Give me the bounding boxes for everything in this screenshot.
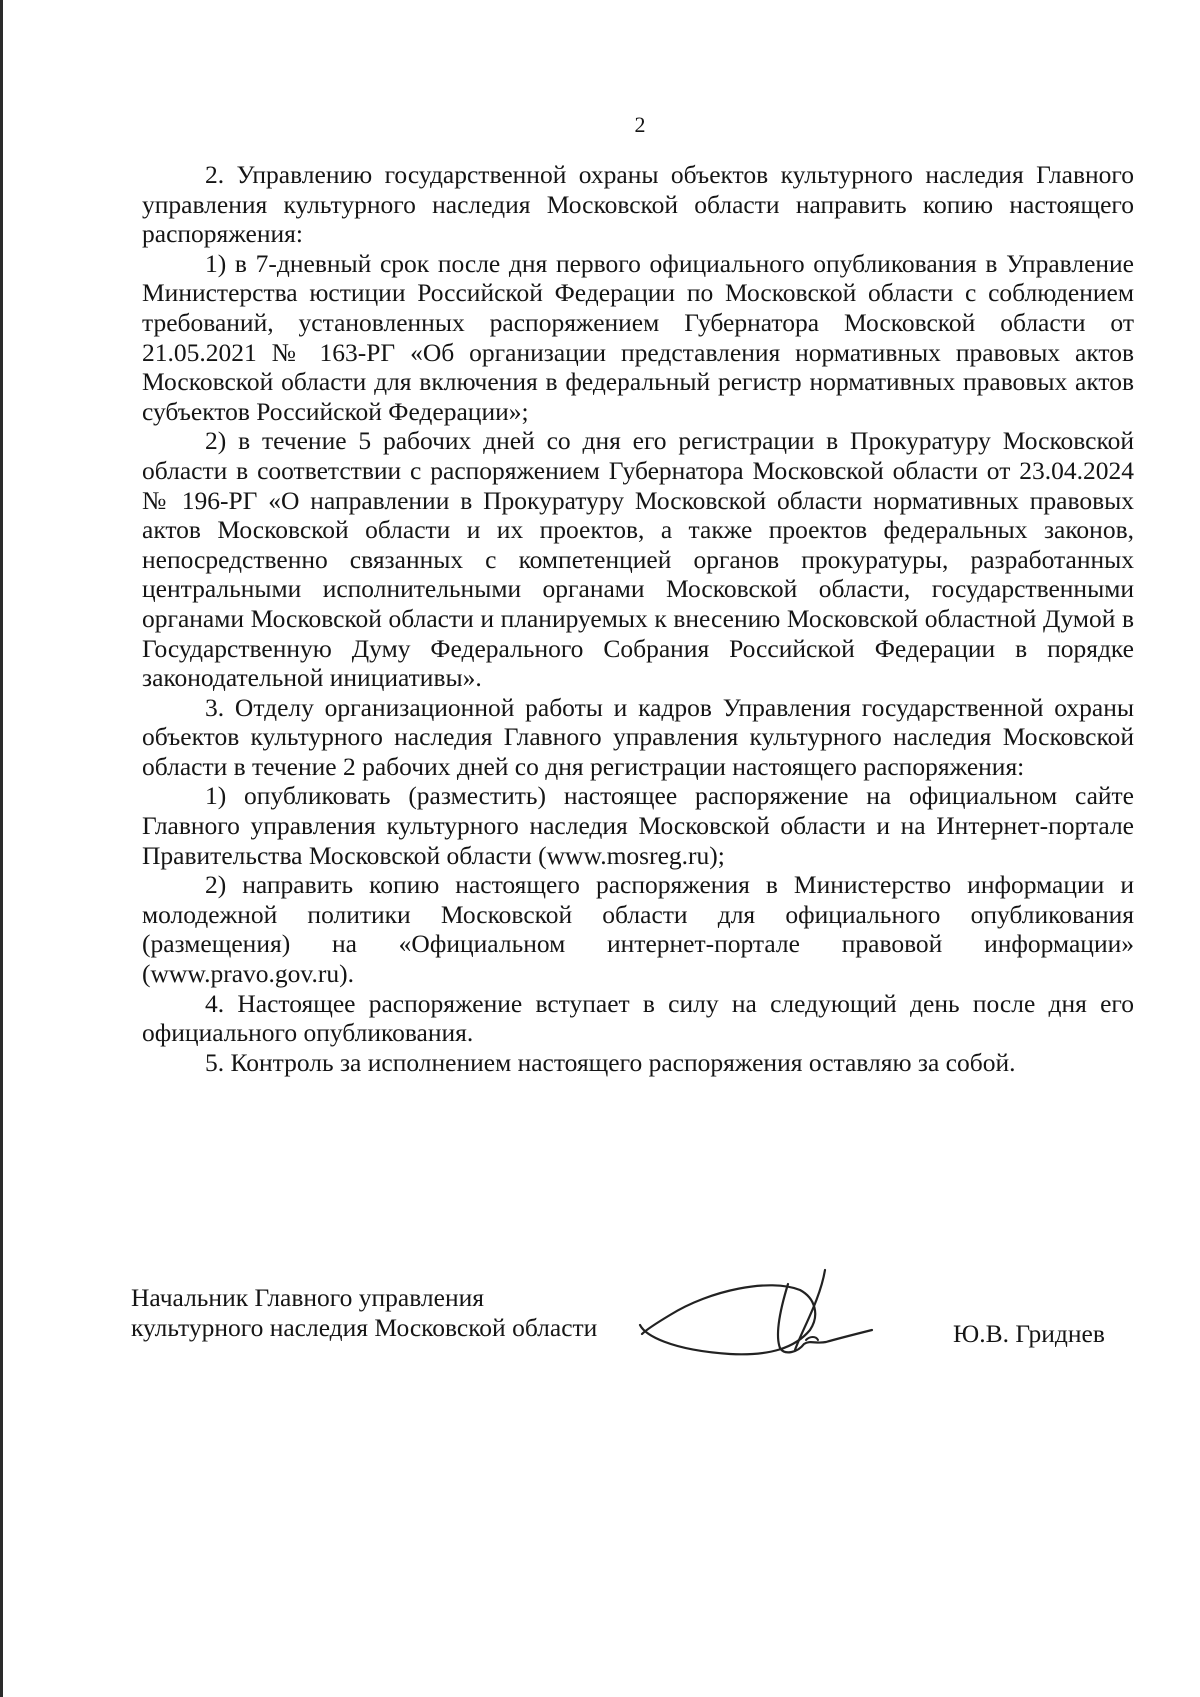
paragraph-5: 5. Контроль за исполнением настоящего распоряжения оставляю за собой. [205,1047,1016,1077]
paragraph-3: 3. Отделу организационной работы и кадров Управления государственной охраны объектов культурного наследия Главного управления культурного наследия Московской области в течение 2 рабочих дней со дня регистрации настоящего распоряжения: [142,692,1134,781]
paragraph-2: 2. Управлению государственной охраны объектов культурного наследия Главного управления культурного наследия Московской области направить копию настоящего распоряжения: [142,160,1134,249]
paragraph-4: 4. Настоящее распоряжение вступает в силу на следующий день после дня его официального опубликования. [142,988,1134,1048]
handwritten-signature [620,1260,920,1410]
paragraph-2-item-2: 2) в течение 5 рабочих дней со дня его регистрации в Прокуратуру Московской области в соответствии с распоряжением Губернатора Московской области от 23.04.2024 № 196-РГ «О направлении в Прокуратуру Московской области нормативных правовых актов Московской области и их проектов, а также проектов федеральных законов, непосредственно связанных с компетенцией органов прокуратуры, разработанных центральными исполнительными органами Московской области, государственными органами Московской области и планируемых к внесению Московской областной Думой в Государственную Думу Федерального Собрания Российской Федерации в порядке законодательной инициативы». [142,426,1134,693]
signatory-title-line-2: культурного наследия Московской области [131,1313,598,1342]
paragraph-3-item-2: 2) направить копию настоящего распоряжения в Министерство информации и молодежной политики Московской области для официального опубликования (размещения) на «Официальном интернет-портале правовой информации» (www.pravo.gov.ru). [142,870,1134,989]
signatory-title-line-1: Начальник Главного управления [131,1283,484,1312]
paragraph-3-item-1: 1) опубликовать (разместить) настоящее распоряжение на официальном сайте Главного управления культурного наследия Московской области и на Интернет-портале Правительства Московской области (www.mosreg.ru); [142,781,1134,870]
document-body [142,160,1134,1077]
page-number: 2 [634,112,646,137]
page-left-edge [0,0,3,1697]
signatory-title [131,1283,597,1343]
paragraph-2-item-1: 1) в 7-дневный срок после дня первого официального опубликования в Управление Министерства юстиции Российской Федерации по Московской области с соблюдением требований, установленных распоряжением Губернатора Московской области от 21.05.2021 № 163-РГ «Об организации представления нормативных правовых актов Московской области для включения в федеральный регистр нормативных правовых актов субъектов Российской Федерации»; [142,248,1134,426]
signatory-name: Ю.В. Гриднев [953,1319,1105,1348]
